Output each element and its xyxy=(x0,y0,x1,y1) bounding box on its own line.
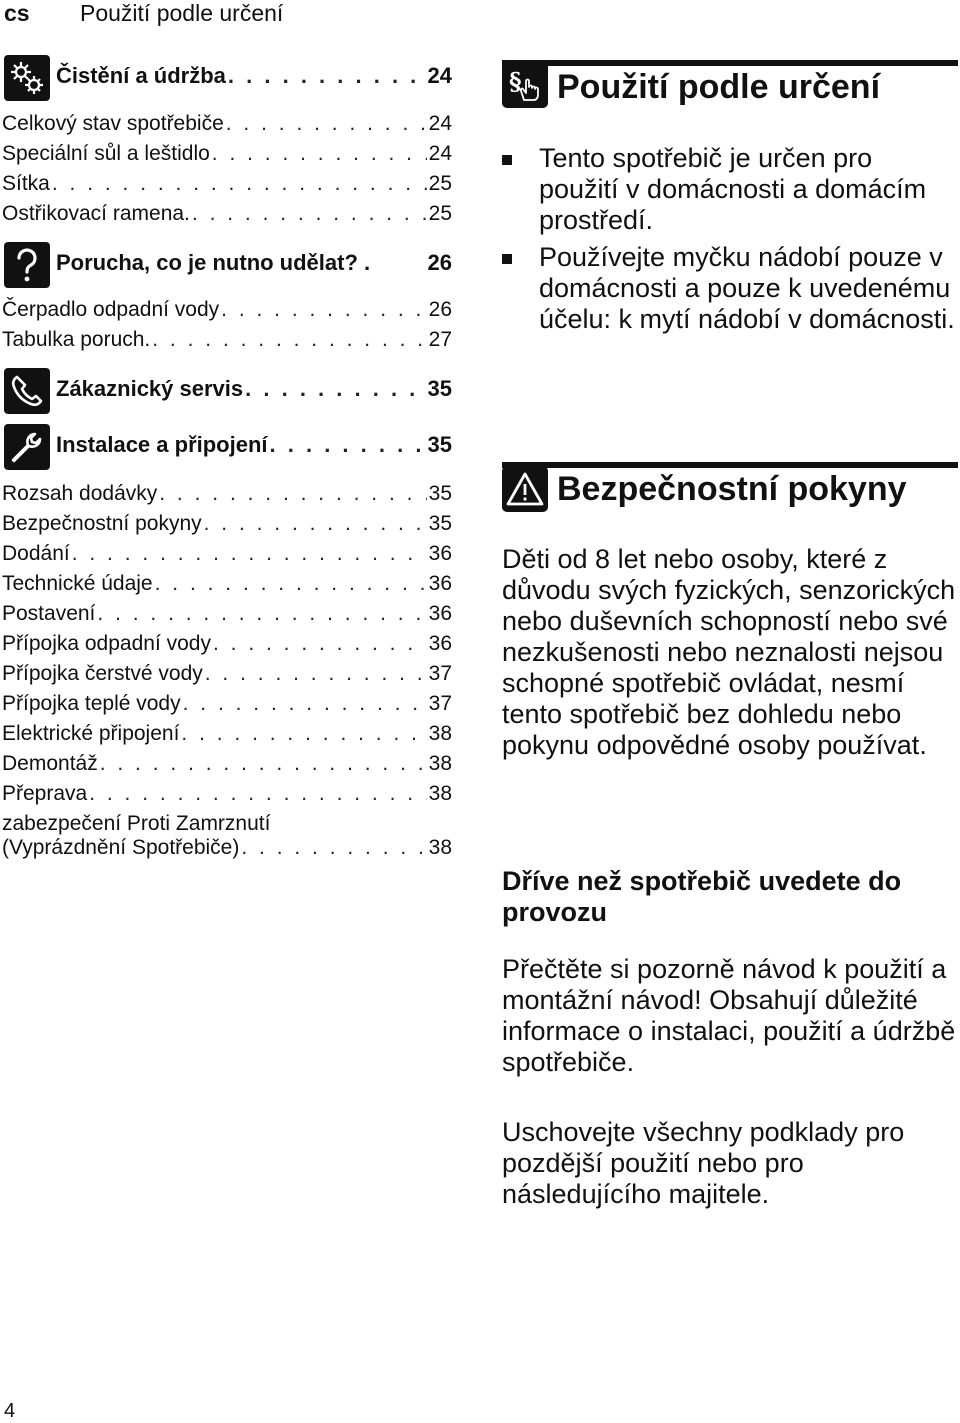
toc-entry-label: Tabulka poruch. xyxy=(2,328,151,351)
toc-entry-line2[interactable] xyxy=(2,836,452,866)
subheading: Dříve než spotřebič uvedete do provozu xyxy=(502,866,902,927)
toc-section-installation[interactable] xyxy=(2,424,454,468)
phone-icon xyxy=(4,368,50,414)
toc-entry-label: Technické údaje xyxy=(2,572,153,595)
toc-page-number: 35 xyxy=(427,376,452,401)
toc-entry[interactable] xyxy=(2,782,452,812)
toc-page-number: 37 xyxy=(428,662,452,685)
toc-page-number: 24 xyxy=(427,63,452,88)
toc-page-number: 38 xyxy=(428,782,452,805)
list-item xyxy=(502,143,958,239)
section-rule xyxy=(502,60,958,66)
toc-page-number: 25 xyxy=(428,202,452,225)
bullet-text: Tento spotřebič je určen pro použití v domácnosti a domácím prostředí. xyxy=(539,143,927,235)
section-hand-icon xyxy=(502,62,548,108)
toc-page-number: 36 xyxy=(428,572,452,595)
toc-page-number: 35 xyxy=(428,512,452,535)
toc-entry-label: Přípojka čerstvé vody xyxy=(2,662,203,685)
toc-entry[interactable] xyxy=(2,542,452,572)
toc-section-troubleshooting[interactable] xyxy=(2,242,454,286)
intended-use-title: Použití podle určení xyxy=(557,68,881,106)
toc-entry-label: Přípojka teplé vody xyxy=(2,692,181,715)
toc-entry[interactable] xyxy=(2,602,452,632)
toc-page-number: 26 xyxy=(428,298,452,321)
toc-section-cleaning[interactable] xyxy=(2,55,454,99)
toc-entry-label: Speciální sůl a leštidlo xyxy=(2,142,210,165)
toc-page-number: 36 xyxy=(428,542,452,565)
toc-entry[interactable] xyxy=(2,328,452,358)
toc-entry-label: Postavení xyxy=(2,602,96,625)
toc-section-label: Čistění a údržba xyxy=(56,63,226,88)
toc-entry-label: Celkový stav spotřebiče xyxy=(2,112,224,135)
section-rule xyxy=(502,462,958,468)
toc-entry-label: Sítka xyxy=(2,172,50,195)
toc-page-number: 37 xyxy=(428,692,452,715)
keep-documents-paragraph: Uschovejte všechny podklady pro pozdější použití nebo pro následujícího majitele. xyxy=(502,1117,905,1209)
toc-page-number: 24 xyxy=(428,112,452,135)
toc-entry[interactable] xyxy=(2,202,452,232)
toc-page-number: 24 xyxy=(428,142,452,165)
toc-entry-label: Ostřikovací ramena. xyxy=(2,202,190,225)
toc-page-number: 35 xyxy=(427,432,452,457)
toc-entry[interactable] xyxy=(2,142,452,172)
list-item xyxy=(502,242,958,368)
safety-title: Bezpečnostní pokyny xyxy=(557,470,907,508)
toc-entry-label: Dodání xyxy=(2,542,70,565)
bullet-text: Používejte myčku nádobí pouze v domácnosti a pouze k uvedenému účelu: k mytí nádobí v domácnosti. xyxy=(539,242,955,334)
toc-entry-label: Demontáž xyxy=(2,752,98,775)
question-icon xyxy=(4,242,50,288)
toc-entry[interactable] xyxy=(2,662,452,692)
toc-section-label: Porucha, co je nutno udělat? . xyxy=(56,250,371,275)
bullet-square xyxy=(502,254,512,264)
toc-entry-label: Rozsah dodávky xyxy=(2,482,158,505)
toc-entry[interactable] xyxy=(2,572,452,602)
toc-page-number: 35 xyxy=(428,482,452,505)
instructions-paragraph: Přečtěte si pozorně návod k použití a montážní návod! Obsahují důležité informace o instalaci, použití a údržbě spotřebiče. xyxy=(502,954,956,1077)
toc-page-number: 38 xyxy=(428,836,452,859)
running-title: Použití podle určení xyxy=(80,0,284,26)
page-number: 4 xyxy=(4,1400,16,1422)
gears-icon xyxy=(4,55,50,101)
language-code: cs xyxy=(4,0,30,26)
wrench-icon xyxy=(4,424,50,470)
toc-entry[interactable] xyxy=(2,722,452,752)
toc-page-number: 38 xyxy=(428,752,452,775)
toc-entry[interactable] xyxy=(2,752,452,782)
warning-icon xyxy=(502,466,548,512)
toc-entry-label: Přeprava xyxy=(2,782,88,805)
toc-entry[interactable] xyxy=(2,112,452,142)
toc-entry[interactable] xyxy=(2,692,452,722)
toc-section-label: Zákaznický servis xyxy=(56,376,244,401)
toc-entry-label: Čerpadlo odpadní vody xyxy=(2,298,220,321)
toc-entry[interactable] xyxy=(2,512,452,542)
toc-page-number: 36 xyxy=(428,632,452,655)
toc-page-number: 26 xyxy=(427,250,452,275)
toc-entry-label: Přípojka odpadní vody xyxy=(2,632,211,655)
safety-paragraph: Děti od 8 let nebo osoby, které z důvodu svých fyzických, senzorických nebo duševních schopností nebo své nezkušenosti nebo neznalosti nejsou schopné spotřebič ovládat, nesmí tento spotřebič bez dohledu nebo pokynu odpovědné osoby používat. xyxy=(502,544,956,760)
svg-text:§: § xyxy=(509,67,522,96)
toc-entry-label: (Vyprázdnění Spotřebiče) xyxy=(2,836,240,859)
toc-entry[interactable] xyxy=(2,482,452,512)
toc-page-number: 25 xyxy=(428,172,452,195)
toc-page-number: 38 xyxy=(428,722,452,745)
toc-entry-label: Elektrické připojení xyxy=(2,722,180,745)
bullet-square xyxy=(502,155,512,165)
toc-page-number: 36 xyxy=(428,602,452,625)
toc-entry[interactable] xyxy=(2,632,452,662)
toc-entry-label: zabezpečení Proti Zamrznutí xyxy=(2,812,271,835)
toc-entry-label: Bezpečnostní pokyny xyxy=(2,512,202,535)
toc-entry[interactable] xyxy=(2,172,452,202)
toc-section-label: Instalace a připojení xyxy=(56,432,268,457)
toc-section-customer-service[interactable] xyxy=(2,368,454,412)
toc-page-number: 27 xyxy=(428,328,452,351)
toc-entry[interactable] xyxy=(2,298,452,328)
